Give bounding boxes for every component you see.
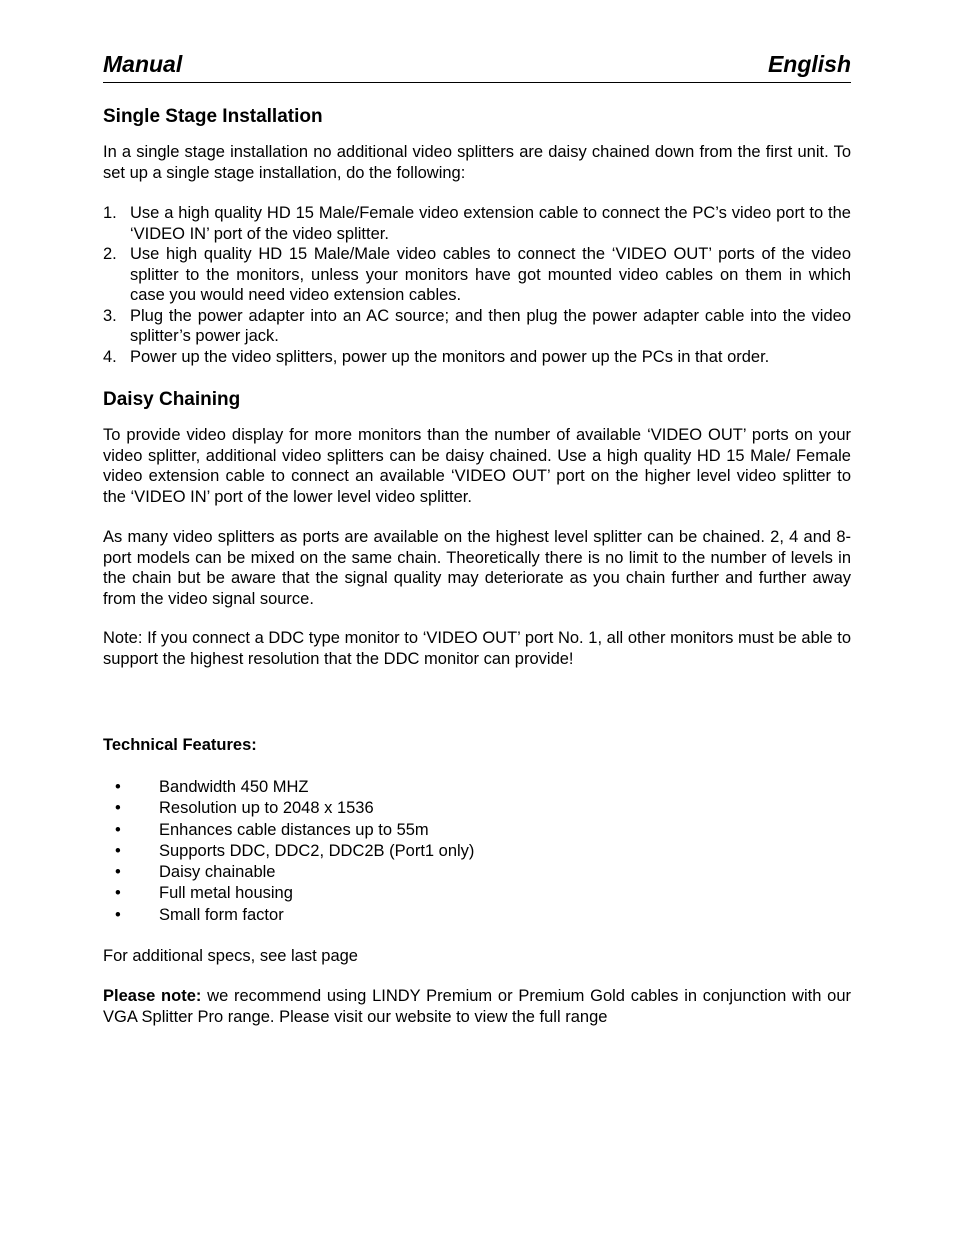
additional-specs-text: For additional specs, see last page — [103, 947, 358, 965]
list-item — [103, 798, 474, 819]
bullet-icon: • — [115, 884, 121, 903]
technical-features-list — [103, 777, 474, 926]
bullet-icon: • — [115, 863, 121, 882]
list-item — [103, 883, 474, 904]
header-language: English — [767, 51, 851, 77]
bullet-icon: • — [115, 841, 121, 860]
step-number: 2. — [103, 245, 117, 263]
feature-text: Small form factor — [159, 905, 284, 924]
list-item — [103, 841, 474, 862]
bullet-icon: • — [115, 905, 121, 924]
ddc-note: Note: If you connect a DDC type monitor to ‘VIDEO OUT’ port No. 1, all other monitors must be able to support the highest resolution that the DDC monitor can provide! — [103, 629, 851, 668]
step-number: 4. — [103, 347, 117, 366]
please-note-paragraph — [103, 986, 851, 1027]
page-header — [103, 50, 851, 83]
list-item — [103, 203, 851, 244]
feature-text: Supports DDC, DDC2, DDC2B (Port1 only) — [159, 841, 475, 860]
list-item — [103, 777, 474, 798]
step-number: 1. — [103, 204, 117, 222]
section-heading-daisy-chaining: Daisy Chaining — [103, 389, 241, 410]
daisy-chaining-paragraph-1: To provide video display for more monitors than the number of available ‘VIDEO OUT’ ports on your video splitter, additional video splitters can be daisy chained. Use a high quality HD 15 Male/ Female video extension cable to connect an available ‘VIDEO OUT’ port on the higher level video splitter to the ‘VIDEO IN’ port of the lower level video splitter. — [103, 426, 851, 506]
feature-text: Daisy chainable — [159, 863, 276, 882]
bullet-icon: • — [115, 820, 121, 839]
technical-features-heading: Technical Features: — [103, 736, 257, 754]
installation-steps-list — [103, 203, 851, 367]
single-stage-intro: In a single stage installation no additional video splitters are daisy chained down from the first unit. To set up a single stage installation, do the following: — [103, 143, 851, 182]
feature-text: Enhances cable distances up to 55m — [159, 820, 429, 839]
list-item — [103, 820, 474, 841]
feature-text: Bandwidth 450 MHZ — [159, 778, 309, 796]
bullet-icon: • — [115, 778, 121, 796]
step-text: Use a high quality HD 15 Male/Female video extension cable to connect the PC’s video port to the ‘VIDEO IN’ port of the video splitter. — [130, 204, 851, 243]
header-title-manual: Manual — [103, 51, 183, 77]
bullet-icon: • — [115, 799, 121, 818]
please-note-label: Please note: — [103, 987, 202, 1005]
feature-text: Full metal housing — [159, 884, 293, 903]
list-item — [103, 306, 851, 347]
section-heading-single-stage: Single Stage Installation — [103, 106, 323, 127]
daisy-chaining-paragraph-2: As many video splitters as ports are available on the highest level splitter can be chained. 2, 4 and 8-port models can be mixed on the same chain. Theoretically there is no limit to the number of levels in the chain but be aware that the signal quality may deteriorate as you chain further and further away from the video signal source. — [103, 528, 851, 608]
list-item — [103, 347, 851, 368]
step-text: Use high quality HD 15 Male/Male video cables to connect the ‘VIDEO OUT’ ports of the video splitter to the monitors, unless your monitors have got mounted video cables on them in which case you would need video extension cables. — [130, 245, 851, 304]
step-text: Plug the power adapter into an AC source; and then plug the power adapter cable into the video splitter’s power jack. — [130, 306, 851, 345]
list-item — [103, 862, 474, 883]
step-text: Power up the video splitters, power up the monitors and power up the PCs in that order. — [130, 347, 770, 366]
list-item — [103, 244, 851, 306]
feature-text: Resolution up to 2048 x 1536 — [159, 799, 374, 818]
step-number: 3. — [103, 306, 117, 325]
list-item — [103, 905, 474, 926]
please-note-text: we recommend using LINDY Premium or Premium Gold cables in conjunction with our VGA Splitter Pro range. Please visit our website to view the full range — [103, 987, 851, 1026]
